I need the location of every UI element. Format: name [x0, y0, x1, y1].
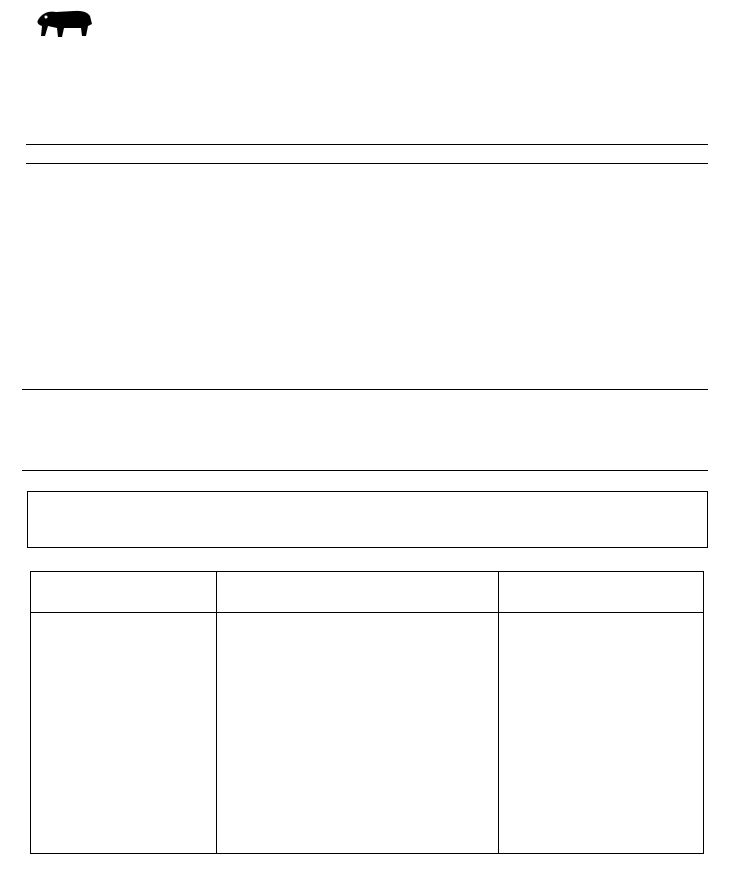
divider: [26, 163, 708, 164]
divider: [30, 612, 704, 613]
divider: [26, 144, 708, 145]
divider: [22, 470, 708, 471]
kap-logo: [32, 6, 142, 54]
column-divider: [498, 571, 499, 854]
kalvningsresultat-box: [27, 491, 708, 548]
column-divider: [216, 571, 217, 854]
divider: [22, 389, 708, 390]
kalvningar-box: [30, 571, 704, 854]
cow-logo-icon: [34, 6, 94, 42]
